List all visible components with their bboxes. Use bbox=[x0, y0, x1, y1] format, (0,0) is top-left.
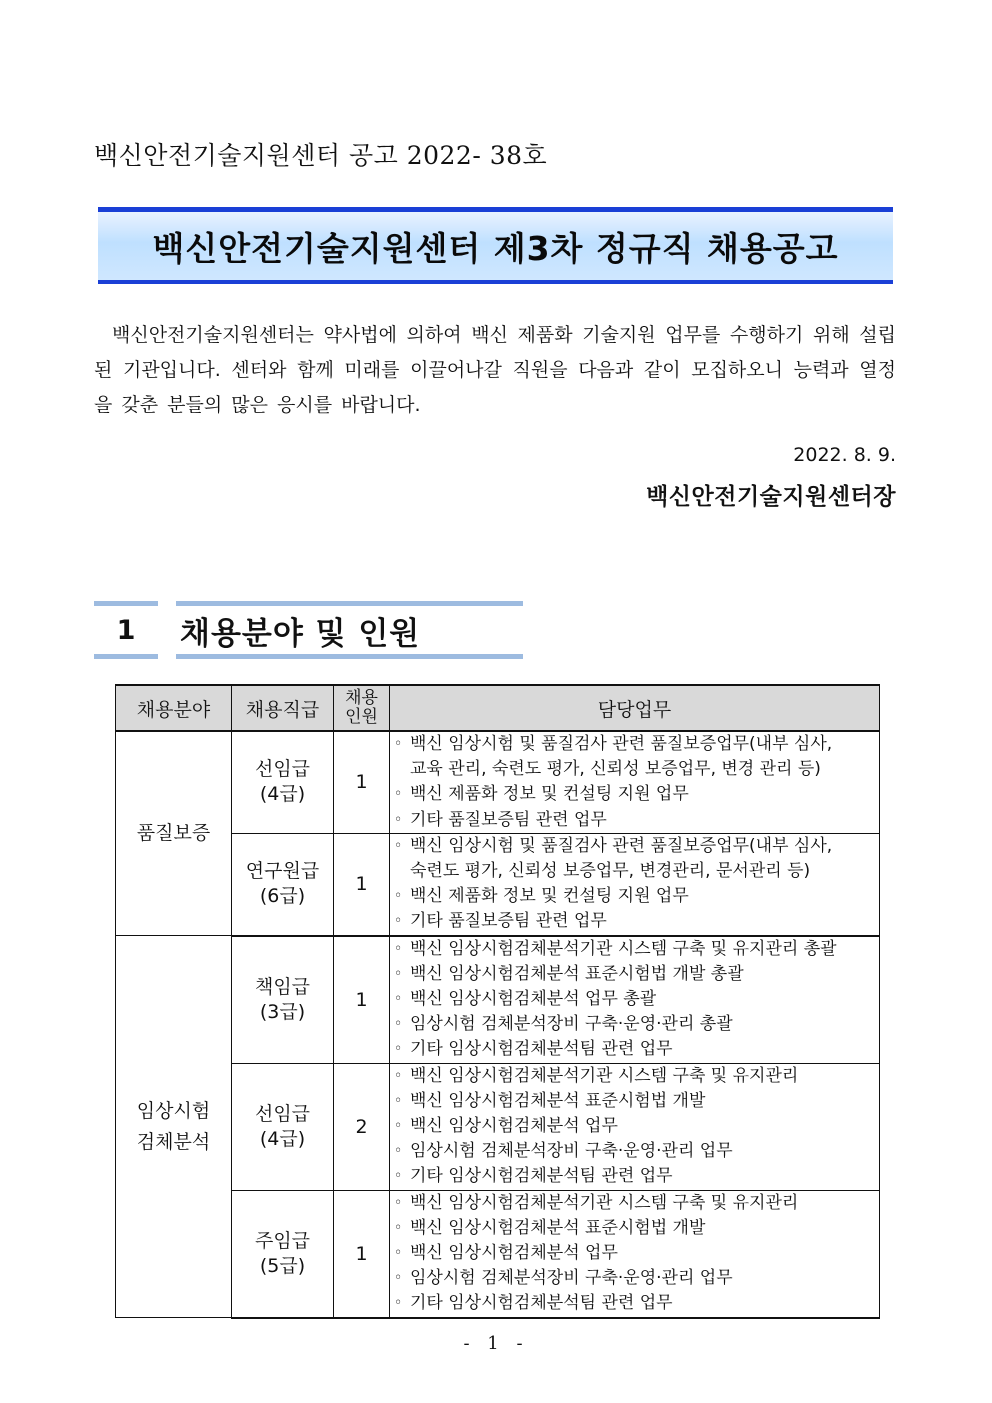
bullet-icon: ◦ bbox=[394, 940, 403, 957]
duties-cell bbox=[390, 1063, 880, 1190]
header-field: 채용분야 bbox=[116, 685, 232, 731]
bullet-icon: ◦ bbox=[394, 837, 403, 854]
duty-item bbox=[394, 757, 879, 782]
duty-item bbox=[394, 834, 879, 859]
duty-text: 백신 임상시험검체분석 업무 bbox=[410, 1243, 618, 1264]
duty-text: 백신 임상시험검체분석 업무 bbox=[410, 1116, 618, 1137]
bullet-icon: ◦ bbox=[394, 1219, 403, 1236]
grade-label: 선임급 bbox=[254, 758, 311, 781]
section-title: 채용분야 및 인원 bbox=[176, 601, 523, 659]
duty-item bbox=[394, 1037, 879, 1062]
header-count bbox=[334, 685, 390, 731]
grade-label: 책임급 bbox=[254, 975, 311, 998]
section-number: 1 bbox=[94, 601, 158, 659]
duty-item bbox=[394, 1241, 879, 1266]
duty-text: 기타 품질보증팀 관련 업무 bbox=[410, 809, 607, 830]
duty-text: 백신 임상시험검체분석기관 시스템 구축 및 유지관리 총괄 bbox=[410, 938, 837, 959]
grade-label: 선임급 bbox=[254, 1102, 311, 1125]
bullet-icon: ◦ bbox=[394, 1092, 403, 1109]
duties-cell bbox=[390, 936, 880, 1064]
duty-item bbox=[394, 1139, 879, 1164]
duty-text: 교육 관리, 숙련도 평가, 신뢰성 보증업무, 변경 관리 등) bbox=[410, 759, 821, 780]
duty-item bbox=[394, 732, 879, 757]
grade-cell bbox=[232, 1063, 334, 1190]
bullet-icon: ◦ bbox=[394, 1295, 403, 1312]
field-cell bbox=[116, 936, 232, 1318]
duties-cell bbox=[390, 833, 880, 935]
duty-text: 기타 임상시험검체분석팀 관련 업무 bbox=[410, 1293, 673, 1314]
title-banner bbox=[98, 207, 893, 284]
notice-number: 백신안전기술지원센터 공고 2022- 38호 bbox=[94, 141, 548, 170]
grade-cell bbox=[232, 731, 334, 833]
header-duties: 담당업무 bbox=[390, 685, 880, 731]
header-count-line1: 채용 bbox=[345, 688, 378, 708]
notice-date: 2022. 8. 9. bbox=[793, 444, 896, 466]
headcount-cell: 2 bbox=[334, 1063, 390, 1190]
bullet-icon: ◦ bbox=[394, 1168, 403, 1185]
bullet-icon: ◦ bbox=[394, 991, 403, 1008]
duty-text: 임상시험 검체분석장비 구축·운영·관리 총괄 bbox=[410, 1014, 733, 1035]
duty-item bbox=[394, 987, 879, 1012]
grade-label: 연구원급 bbox=[245, 860, 320, 883]
duty-text: 기타 품질보증팀 관련 업무 bbox=[410, 911, 607, 932]
grade-cell bbox=[232, 833, 334, 935]
duty-item bbox=[394, 1114, 879, 1139]
bullet-icon: ◦ bbox=[394, 1041, 403, 1058]
duty-text: 백신 임상시험검체분석 표준시험법 개발 bbox=[410, 1217, 706, 1238]
bullet-icon: ◦ bbox=[394, 888, 403, 905]
duty-text: 백신 임상시험검체분석 표준시험법 개발 bbox=[410, 1090, 706, 1111]
duty-item bbox=[394, 1266, 879, 1291]
duty-text: 백신 임상시험검체분석기관 시스템 구축 및 유지관리 bbox=[410, 1065, 799, 1086]
headcount-cell: 1 bbox=[334, 936, 390, 1064]
duty-item bbox=[394, 962, 879, 987]
headcount-cell: 1 bbox=[334, 833, 390, 935]
duty-item bbox=[394, 808, 879, 833]
duty-text: 백신 임상시험 및 품질검사 관련 품질보증업무(내부 심사, bbox=[410, 835, 833, 856]
page-title: 백신안전기술지원센터 제3차 정규직 채용공고 bbox=[152, 228, 839, 268]
grade-label: (3급) bbox=[259, 1000, 306, 1023]
duty-item bbox=[394, 1089, 879, 1114]
duty-item bbox=[394, 909, 879, 934]
bullet-icon: ◦ bbox=[394, 1194, 403, 1211]
bullet-icon: ◦ bbox=[394, 736, 403, 752]
duty-text: 기타 임상시험검체분석팀 관련 업무 bbox=[410, 1039, 673, 1060]
duty-text: 백신 제품화 정보 및 컨설팅 지원 업무 bbox=[410, 886, 689, 907]
duty-item bbox=[394, 859, 879, 884]
duty-item bbox=[394, 1291, 879, 1316]
bullet-icon: ◦ bbox=[394, 965, 403, 982]
bullet-icon: ◦ bbox=[394, 1270, 403, 1287]
bullet-icon: ◦ bbox=[394, 811, 403, 828]
bullet-icon: ◦ bbox=[394, 1067, 403, 1084]
bullet-icon: ◦ bbox=[394, 1118, 403, 1135]
intro-paragraph: 백신안전기술지원센터는 약사법에 의하여 백신 제품화 기술지원 업무를 수행하기 위해 설립된 기관입니다. 센터와 함께 미래를 이끌어나갈 직원을 다음과 같이 모집하오니 능력과 열정을 갖춘 분들의 많은 응시를 바랍니다. bbox=[94, 324, 896, 416]
bullet-icon: ◦ bbox=[394, 1143, 403, 1160]
headcount-cell: 1 bbox=[334, 731, 390, 833]
duty-item bbox=[394, 1064, 879, 1089]
grade-label: 주임급 bbox=[254, 1229, 311, 1252]
bullet-icon: ◦ bbox=[394, 913, 403, 930]
duty-text: 임상시험 검체분석장비 구축·운영·관리 업무 bbox=[410, 1141, 733, 1162]
field-cell bbox=[116, 731, 232, 936]
grade-label: (5급) bbox=[259, 1254, 306, 1277]
duty-item bbox=[394, 1012, 879, 1037]
table-row bbox=[116, 936, 880, 1064]
field-label: 검체분석 bbox=[136, 1130, 211, 1153]
duty-text: 기타 임상시험검체분석팀 관련 업무 bbox=[410, 1166, 673, 1187]
duty-item bbox=[394, 884, 879, 909]
field-label: 임상시험 bbox=[136, 1099, 211, 1122]
field-label: 품질보증 bbox=[136, 822, 211, 845]
duties-cell bbox=[390, 731, 880, 833]
headcount-cell: 1 bbox=[334, 1190, 390, 1318]
duty-item bbox=[394, 937, 879, 962]
duty-item bbox=[394, 1216, 879, 1241]
duty-text: 임상시험 검체분석장비 구축·운영·관리 업무 bbox=[410, 1268, 733, 1289]
recruitment-table bbox=[115, 684, 880, 1319]
duty-text: 백신 제품화 정보 및 컨설팅 지원 업무 bbox=[410, 784, 689, 805]
bullet-icon: ◦ bbox=[394, 1245, 403, 1262]
grade-label: (4급) bbox=[259, 1127, 306, 1150]
header-grade: 채용직급 bbox=[232, 685, 334, 731]
header-count-line2: 인원 bbox=[345, 707, 378, 727]
grade-cell bbox=[232, 1190, 334, 1318]
grade-cell bbox=[232, 936, 334, 1064]
table-body bbox=[116, 731, 880, 1318]
grade-label: (6급) bbox=[259, 885, 306, 908]
bullet-icon: ◦ bbox=[394, 786, 403, 803]
table-header-row bbox=[116, 685, 880, 731]
duty-item bbox=[394, 1164, 879, 1189]
duty-text: 백신 임상시험검체분석기관 시스템 구축 및 유지관리 bbox=[410, 1192, 799, 1213]
duty-item bbox=[394, 1191, 879, 1216]
grade-label: (4급) bbox=[259, 783, 306, 806]
duty-item bbox=[394, 782, 879, 807]
duty-text: 백신 임상시험 및 품질검사 관련 품질보증업무(내부 심사, bbox=[410, 734, 833, 754]
duty-text: 백신 임상시험검체분석 표준시험법 개발 총괄 bbox=[410, 963, 744, 984]
duties-cell bbox=[390, 1190, 880, 1318]
page-number: - 1 - bbox=[463, 1333, 529, 1354]
table-row bbox=[116, 731, 880, 833]
duty-text: 백신 임상시험검체분석 업무 총괄 bbox=[410, 989, 657, 1010]
signer: 백신안전기술지원센터장 bbox=[646, 484, 896, 510]
bullet-icon: ◦ bbox=[394, 1016, 403, 1033]
duty-text: 숙련도 평가, 신뢰성 보증업무, 변경관리, 문서관리 등) bbox=[410, 861, 811, 882]
